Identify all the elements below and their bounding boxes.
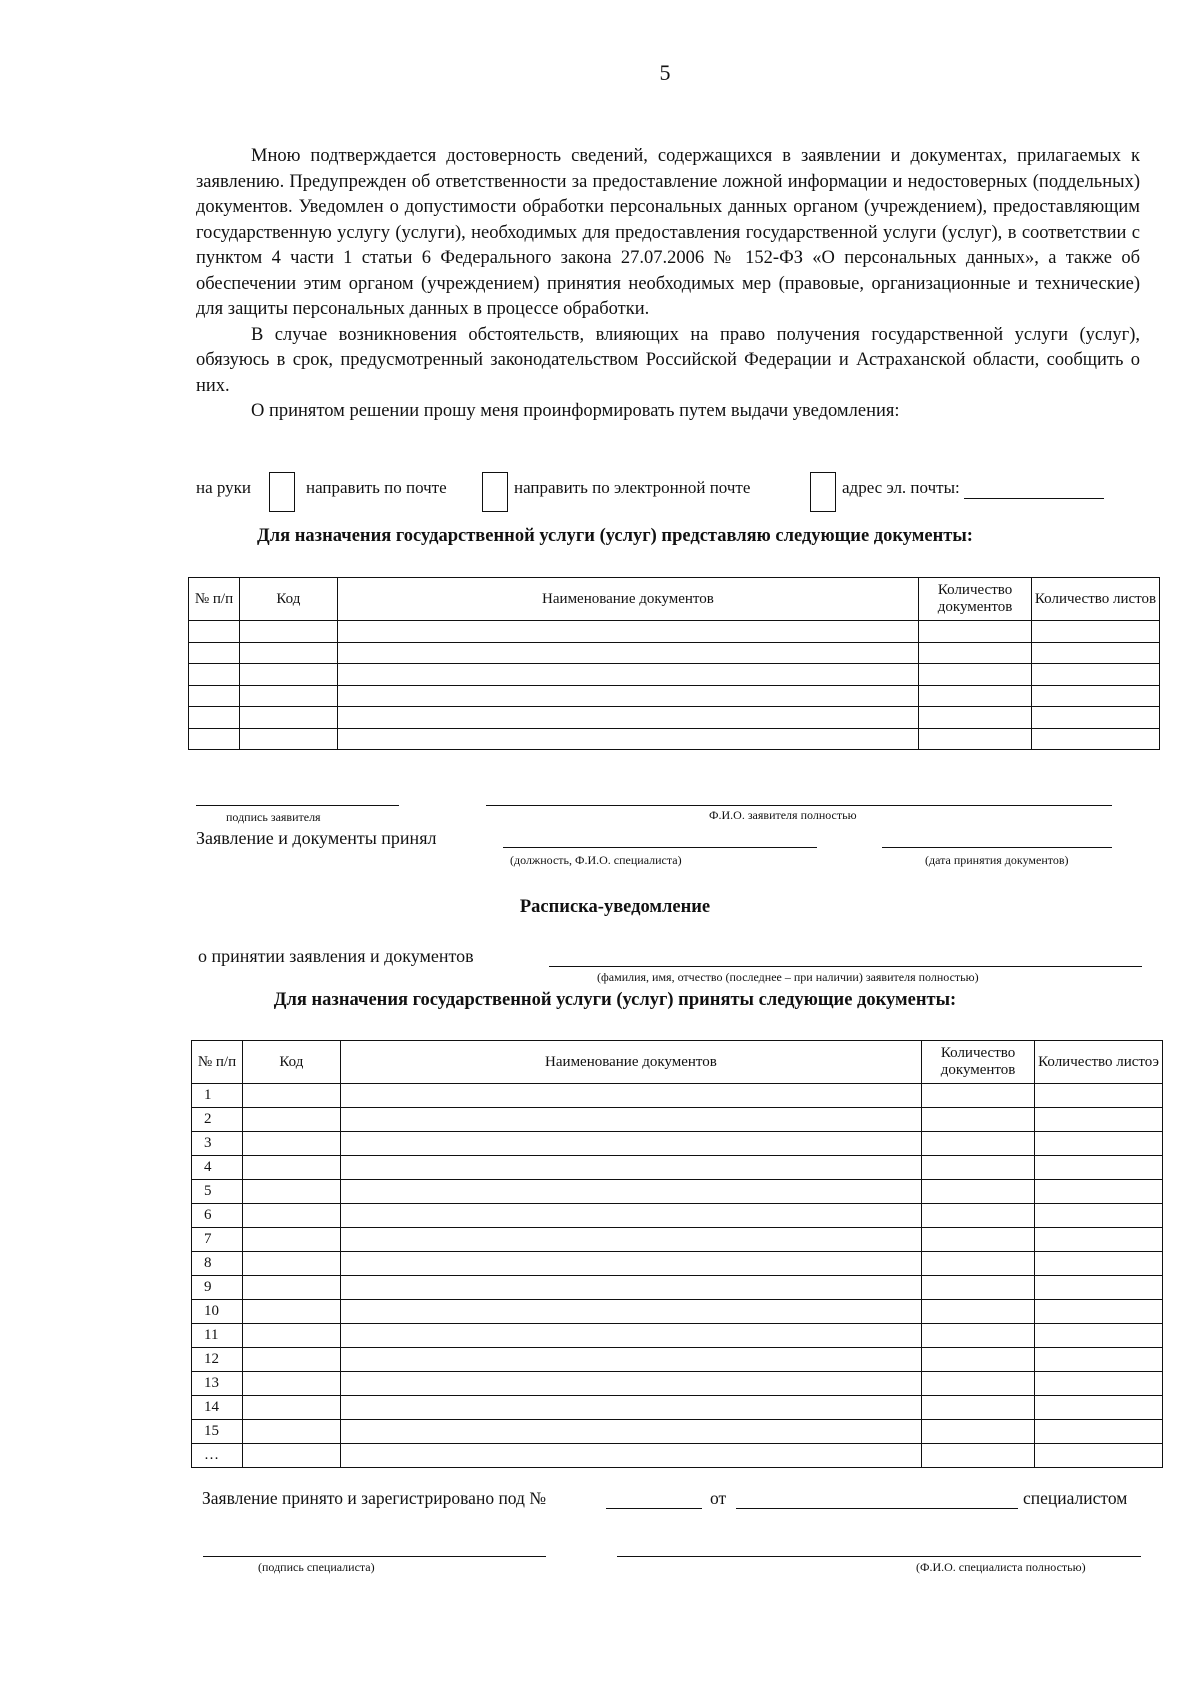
by-email-label: направить по электронной почте: [514, 478, 751, 497]
row-number-cell: [189, 642, 240, 664]
col-name-header: Наименование документов: [340, 1041, 921, 1084]
consent-paragraph: Мною подтверждается достоверность сведений, содержащихся в заявлении и документах, прилагаемых к заявлению. Предупрежден об ответственности за предоставление ложной информации и недостоверных (поддельных) документов. Уведомлен о допустимости обработки персональных данных органом (учреждением), предоставляющим государственную услугу (услуги), необходимых для предоставления государственной услуги (услуг), в соответствии с пунктом 4 части 1 статьи 6 Федерального закона 27.07.2006 № 152-ФЗ «О персональных данных», а также об обеспечении этим органом (учреждением) принятия необходимых мер (правовые, организационные и технические) для защиты персональных данных в процессе обработки.: [196, 146, 1140, 319]
sheet-count-cell[interactable]: [1032, 664, 1160, 686]
document-name-cell[interactable]: [340, 1324, 921, 1348]
by-post-checkbox[interactable]: [482, 472, 508, 512]
table-row: [192, 1372, 1163, 1396]
receipt-line-label: о принятии заявления и документов: [198, 946, 474, 966]
sheet-count-cell[interactable]: [1035, 1252, 1163, 1276]
table-row: [192, 1276, 1163, 1300]
code-cell[interactable]: [242, 1108, 340, 1132]
document-count-cell[interactable]: [919, 728, 1032, 750]
table-row: [192, 1324, 1163, 1348]
code-cell[interactable]: [239, 728, 337, 750]
document-count-cell[interactable]: [922, 1396, 1035, 1420]
document-name-cell[interactable]: [340, 1084, 921, 1108]
registration-from-label: от: [710, 1488, 727, 1508]
document-count-cell[interactable]: [919, 707, 1032, 729]
row-number-cell: 12: [192, 1348, 243, 1372]
sheet-count-cell[interactable]: [1035, 1180, 1163, 1204]
code-cell[interactable]: [242, 1180, 340, 1204]
code-cell[interactable]: [242, 1348, 340, 1372]
table-row: [192, 1396, 1163, 1420]
registration-text-start: Заявление принято и зарегистрировано под №: [202, 1488, 547, 1508]
document-name-cell[interactable]: [337, 621, 918, 643]
document-name-cell[interactable]: [340, 1132, 921, 1156]
page-number: 5: [659, 60, 671, 85]
document-count-cell[interactable]: [922, 1300, 1035, 1324]
table-row: [189, 621, 1160, 643]
document-name-cell[interactable]: [337, 642, 918, 664]
document-name-cell[interactable]: [340, 1420, 921, 1444]
row-number-cell: 3: [192, 1132, 243, 1156]
sheet-count-cell[interactable]: [1035, 1372, 1163, 1396]
sheet-count-cell[interactable]: [1035, 1204, 1163, 1228]
row-number-cell: 6: [192, 1204, 243, 1228]
submitted-documents-heading: Для назначения государственной услуги (услуг) представляю следующие документы:: [257, 526, 973, 546]
col-doc-count-header: Количество документов: [922, 1041, 1035, 1084]
document-name-cell[interactable]: [340, 1276, 921, 1300]
document-count-cell[interactable]: [922, 1444, 1035, 1468]
sheet-count-cell[interactable]: [1035, 1300, 1163, 1324]
code-cell[interactable]: [242, 1252, 340, 1276]
table-row: [192, 1108, 1163, 1132]
accepted-documents-table: [191, 1040, 1163, 1468]
document-name-cell[interactable]: [340, 1156, 921, 1180]
table-row: [192, 1084, 1163, 1108]
specialist-position-line[interactable]: [503, 847, 817, 848]
document-count-cell[interactable]: [922, 1324, 1035, 1348]
table-row: [192, 1348, 1163, 1372]
row-number-cell: 5: [192, 1180, 243, 1204]
by-hand-label: на руки: [196, 478, 252, 497]
row-number-cell: 7: [192, 1228, 243, 1252]
col-code-header: Код: [242, 1041, 340, 1084]
document-count-cell[interactable]: [922, 1228, 1035, 1252]
document-name-cell[interactable]: [337, 664, 918, 686]
document-name-cell[interactable]: [337, 728, 918, 750]
document-name-cell[interactable]: [340, 1180, 921, 1204]
code-cell[interactable]: [242, 1300, 340, 1324]
document-name-cell[interactable]: [340, 1252, 921, 1276]
table-row: [192, 1180, 1163, 1204]
table-row: [189, 728, 1160, 750]
code-cell[interactable]: [242, 1420, 340, 1444]
row-number-cell: 10: [192, 1300, 243, 1324]
sheet-count-cell[interactable]: [1035, 1156, 1163, 1180]
row-number-cell: 13: [192, 1372, 243, 1396]
document-count-cell[interactable]: [922, 1276, 1035, 1300]
applicant-name-caption: Ф.И.О. заявителя полностью: [709, 808, 857, 822]
row-number-cell: 14: [192, 1396, 243, 1420]
acceptance-date-caption: (дата принятия документов): [925, 853, 1069, 867]
notification-request: О принятом решении прошу меня проинформировать путем выдачи уведомления:: [251, 401, 900, 421]
code-cell[interactable]: [239, 621, 337, 643]
by-hand-checkbox[interactable]: [269, 472, 295, 512]
code-cell[interactable]: [242, 1276, 340, 1300]
obligation-paragraph: В случае возникновения обстоятельств, влияющих на право получения государственной услуги (услуг), обязуюсь в срок, предусмотренный законодательством Российской Федерации и Астраханской области, сообщить о них.: [196, 324, 1140, 396]
document-name-cell[interactable]: [340, 1444, 921, 1468]
sheet-count-cell[interactable]: [1035, 1276, 1163, 1300]
sheet-count-cell[interactable]: [1035, 1108, 1163, 1132]
row-number-cell: …: [192, 1444, 243, 1468]
specialist-name-line[interactable]: [617, 1556, 1141, 1557]
applicant-fullname-line[interactable]: [549, 966, 1142, 967]
code-cell[interactable]: [242, 1372, 340, 1396]
table-header-row: [189, 578, 1160, 621]
code-cell[interactable]: [242, 1204, 340, 1228]
code-cell[interactable]: [239, 664, 337, 686]
code-cell[interactable]: [242, 1132, 340, 1156]
code-cell[interactable]: [239, 707, 337, 729]
by-email-checkbox[interactable]: [810, 472, 836, 512]
document-count-cell[interactable]: [919, 621, 1032, 643]
email-address-field[interactable]: [964, 484, 1104, 499]
code-cell[interactable]: [242, 1156, 340, 1180]
document-name-cell[interactable]: [340, 1204, 921, 1228]
document-count-cell[interactable]: [919, 685, 1032, 707]
registration-number-field[interactable]: [606, 1508, 702, 1509]
document-name-cell[interactable]: [340, 1372, 921, 1396]
specialist-position-caption: (должность, Ф.И.О. специалиста): [510, 853, 682, 867]
document-name-cell[interactable]: [337, 685, 918, 707]
consent-text: [196, 144, 1140, 425]
row-number-cell: [189, 728, 240, 750]
specialist-signature-caption: (подпись специалиста): [258, 1560, 375, 1574]
table-row: [192, 1444, 1163, 1468]
applicant-signature-line[interactable]: [196, 805, 399, 806]
specialist-name-caption: (Ф.И.О. специалиста полностью): [916, 1560, 1086, 1574]
sheet-count-cell[interactable]: [1035, 1348, 1163, 1372]
document-name-cell[interactable]: [337, 707, 918, 729]
table-row: [192, 1300, 1163, 1324]
row-number-cell: 11: [192, 1324, 243, 1348]
table-row: [192, 1132, 1163, 1156]
col-number-header: № п/п: [189, 578, 240, 621]
row-number-cell: 9: [192, 1276, 243, 1300]
sheet-count-cell[interactable]: [1035, 1084, 1163, 1108]
col-sheet-count-header: Количество листоэ: [1035, 1041, 1163, 1084]
delivery-options: [196, 472, 1156, 512]
sheet-count-cell[interactable]: [1032, 685, 1160, 707]
email-address-label: [842, 478, 960, 498]
sheet-count-cell[interactable]: [1035, 1444, 1163, 1468]
row-number-cell: 1: [192, 1084, 243, 1108]
document-count-cell[interactable]: [922, 1084, 1035, 1108]
table-row: [189, 685, 1160, 707]
table-header-row: [192, 1041, 1163, 1084]
sheet-count-cell[interactable]: [1032, 707, 1160, 729]
col-number-header: № п/п: [192, 1041, 243, 1084]
receipt-title: Расписка-уведомление: [519, 897, 711, 917]
row-number-cell: 8: [192, 1252, 243, 1276]
document-name-cell[interactable]: [340, 1228, 921, 1252]
code-cell[interactable]: [242, 1084, 340, 1108]
code-cell[interactable]: [239, 685, 337, 707]
col-code-header: Код: [239, 578, 337, 621]
code-cell[interactable]: [242, 1324, 340, 1348]
col-sheet-count-header: Количество листов: [1032, 578, 1160, 621]
document-count-cell[interactable]: [922, 1204, 1035, 1228]
table-row: [192, 1156, 1163, 1180]
document-count-cell[interactable]: [919, 664, 1032, 686]
applicant-name-line[interactable]: [486, 805, 1112, 806]
sheet-count-cell[interactable]: [1035, 1420, 1163, 1444]
code-cell[interactable]: [242, 1228, 340, 1252]
document-count-cell[interactable]: [919, 642, 1032, 664]
sheet-count-cell[interactable]: [1032, 621, 1160, 643]
row-number-cell: [189, 664, 240, 686]
document-count-cell[interactable]: [922, 1420, 1035, 1444]
document-name-cell[interactable]: [340, 1396, 921, 1420]
table-row: [189, 642, 1160, 664]
document-count-cell[interactable]: [922, 1372, 1035, 1396]
code-cell[interactable]: [242, 1444, 340, 1468]
registration-text-end: специалистом: [1023, 1488, 1128, 1508]
submitted-documents-table: [188, 577, 1160, 750]
document-name-cell[interactable]: [340, 1348, 921, 1372]
document-count-cell[interactable]: [922, 1108, 1035, 1132]
document-name-cell[interactable]: [340, 1108, 921, 1132]
code-cell[interactable]: [239, 642, 337, 664]
document-name-cell[interactable]: [340, 1300, 921, 1324]
document-count-cell[interactable]: [922, 1132, 1035, 1156]
sheet-count-cell[interactable]: [1035, 1396, 1163, 1420]
table-row: [192, 1252, 1163, 1276]
row-number-cell: [189, 621, 240, 643]
document-count-cell[interactable]: [922, 1180, 1035, 1204]
receipt-caption: (фамилия, имя, отчество (последнее – при наличии) заявителя полностью): [597, 970, 979, 984]
code-cell[interactable]: [242, 1396, 340, 1420]
col-name-header: Наименование документов: [337, 578, 918, 621]
sheet-count-cell[interactable]: [1035, 1228, 1163, 1252]
table-row: [192, 1204, 1163, 1228]
by-post-label: направить по почте: [306, 478, 447, 497]
sheet-count-cell[interactable]: [1035, 1324, 1163, 1348]
row-number-cell: [189, 685, 240, 707]
sheet-count-cell[interactable]: [1032, 642, 1160, 664]
col-doc-count-header: Количество документов: [919, 578, 1032, 621]
row-number-cell: 2: [192, 1108, 243, 1132]
table-row: [192, 1420, 1163, 1444]
document-count-cell[interactable]: [922, 1348, 1035, 1372]
registration-date-field[interactable]: [736, 1508, 1018, 1509]
sheet-count-cell[interactable]: [1032, 728, 1160, 750]
table-row: [192, 1228, 1163, 1252]
specialist-signature-line[interactable]: [203, 1556, 546, 1557]
sheet-count-cell[interactable]: [1035, 1132, 1163, 1156]
document-count-cell[interactable]: [922, 1156, 1035, 1180]
applicant-signature-caption: подпись заявителя: [226, 810, 321, 824]
accepted-by-label: Заявление и документы принял: [196, 828, 437, 848]
document-count-cell[interactable]: [922, 1252, 1035, 1276]
row-number-cell: [189, 707, 240, 729]
table-row: [189, 664, 1160, 686]
row-number-cell: 4: [192, 1156, 243, 1180]
email-address-text: адрес эл. почты:: [842, 478, 960, 497]
table-row: [189, 707, 1160, 729]
row-number-cell: 15: [192, 1420, 243, 1444]
acceptance-date-line[interactable]: [882, 847, 1112, 848]
accepted-documents-heading: Для назначения государственной услуги (услуг) приняты следующие документы:: [273, 990, 957, 1010]
